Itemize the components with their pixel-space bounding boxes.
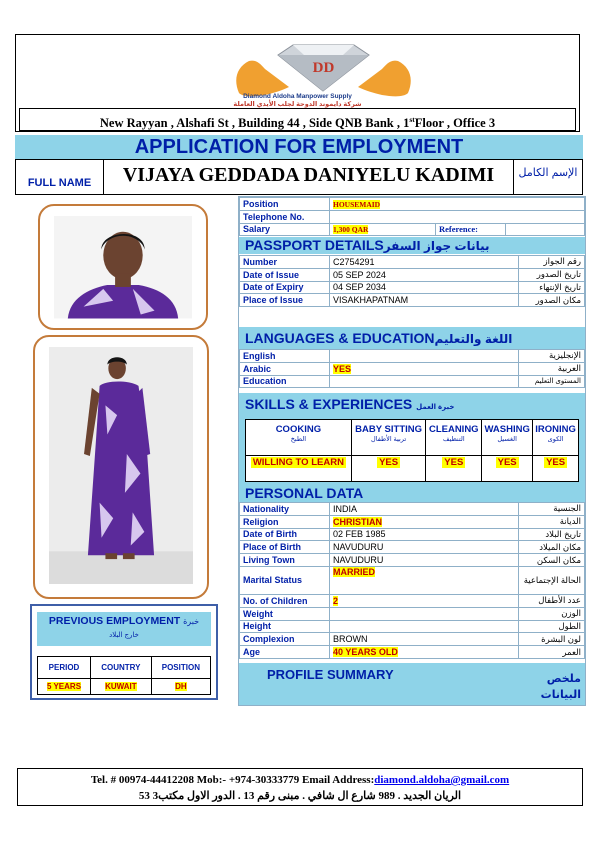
full-name-row [15,159,583,195]
washing-value: YES [497,457,517,468]
full-name-value: VIJAYA GEDDADA DANIYELU KADIMI [104,160,514,194]
previous-employment-panel [30,604,218,700]
column-header-country: COUNTRY [90,657,151,679]
letterhead [15,34,580,132]
column-header-period: PERIOD [38,657,91,679]
job-table [239,197,585,236]
company-name: Diamond Aldoha Manpower Supply شركة دايموند الدوحة لجلب الأيدي العاملة [233,93,362,108]
passport-issue-date: 05 SEP 2024 [330,268,519,281]
reference-value [506,223,585,236]
position-value: HOUSEMAID [333,199,381,209]
baby-sitting-value: YES [379,457,399,468]
country-value: KUWAIT [105,682,137,691]
full-body-photo [49,347,193,584]
email-link[interactable]: diamond.aldoha@gmail.com [374,774,510,786]
birth-place-value: NAVUDURU [330,541,519,554]
reference-label: Reference: [436,223,506,236]
salary-label: Salary [240,223,330,236]
period-value: 5 YEARS [46,682,82,691]
column-header-position: POSITION [151,657,210,679]
full-name-label: FULL NAME [16,160,104,194]
table-row [38,679,211,695]
profile-summary-section [239,663,585,705]
telephone-label: Telephone No. [240,210,330,223]
passport-section-header: PASSPORT DETAILSبيانات جواز السفر [239,237,585,254]
passport-table: Number C2754291 رقم الجواز Date of Issue 05 SEP 2024 تاريخ الصدور Date of Expiry 04 SEP 2034 تاريخ الإنتهاء Place of Issue VISAKHAPATNAM مكان الصدور [239,255,585,307]
skills-table: COOKING الطبخ BABY SITTING تربية الأطفال CLEANING التنظيف WASHING الغسيل IRONING الكوى WILLING TO LEARN YES YES YES YES [245,419,579,482]
passport-place-of-issue: VISAKHAPATNAM [330,294,519,307]
skills-section: SKILLS & EXPERIENCES خبرة العمل COOKING الطبخ BABY SITTING تربية الأطفال CLEANING التنظيف WASHING الغسيل IRONING الكوى WILLING TO LEARN YES YES YES YES [239,393,585,485]
portrait-photo [54,216,192,319]
living-town-value: NAVUDURU [330,554,519,567]
height-value [330,620,519,633]
weight-value [330,607,519,620]
profile-summary-title-ar: ملخص البيانات [540,673,581,701]
previous-employment-header: PREVIOUS EMPLOYMENT خبرة خارج البلاد [37,612,211,646]
education-value [330,375,519,388]
previous-employment-table [37,656,211,695]
position-label: Position [240,198,330,211]
contact-info: Tel. # 00974-44412208 Mob:- +974-30333779 Email Address: [90,774,375,786]
religion-value: CHRISTIAN [333,516,382,527]
portrait-photo-frame [38,204,208,330]
full-body-photo-frame [33,335,209,599]
office-address: New Rayyan , Alshafi St , Building 44 , Side QNB Bank , 1stFloor , Office 3 [19,108,576,131]
svg-text:DD: DD [312,60,335,76]
ironing-value: YES [546,457,566,468]
passport-number: C2754291 [330,256,519,269]
page-title: APPLICATION FOR EMPLOYMENT [15,135,583,159]
languages-section-header: LANGUAGES & EDUCATIONاللغة والتعليم [239,327,585,349]
age-value: 40 YEARS OLD [333,647,398,658]
cooking-value: WILLING TO LEARN [252,457,344,468]
footer-address-ar: 53 الريان الجديد . 989 شارع ال شافي . مبنى رقم 13 . الدور الاول مكتب3 [138,790,462,802]
personal-section-header: PERSONAL DATA [239,485,585,502]
complexion-value: BROWN [330,633,519,646]
footer-contact [17,768,583,806]
passport-expiry-date: 04 SEP 2034 [330,281,519,294]
birth-date-value: 02 FEB 1985 [330,528,519,541]
marital-status-value: MARRIED [333,566,375,577]
salary-value: 1,300 QAR [333,225,369,235]
full-name-label-ar: الإسم الكامل [518,167,578,179]
details-panel [238,196,586,706]
cleaning-value: YES [444,457,464,468]
nationality-value: INDIA [330,503,519,516]
profile-summary-title: PROFILE SUMMARY [267,667,394,682]
children-value: 2 [333,595,339,606]
languages-table: English الإنجليزية Arabic YES العربية Education المستوى التعليم [239,349,585,388]
english-value [330,350,519,363]
personal-table: Nationality INDIA الجنسية Religion CHRISTIAN الديانة Date of Birth 02 FEB 1985 تاريخ البلاد Place of Birth NAVUDURU مكان الميلاد Living Town NAVUDURU مكان السكن Marital Status MARRIED الحالة الإجتماعية No. of Children 2 عدد الأطفال Weight الوزن Height الطول Complexion BROWN لون البشرة Age 40 YEARS OLD العمر [239,502,585,659]
arabic-value: YES [333,363,352,374]
position-value: DH [175,682,187,691]
telephone-value [330,210,585,223]
